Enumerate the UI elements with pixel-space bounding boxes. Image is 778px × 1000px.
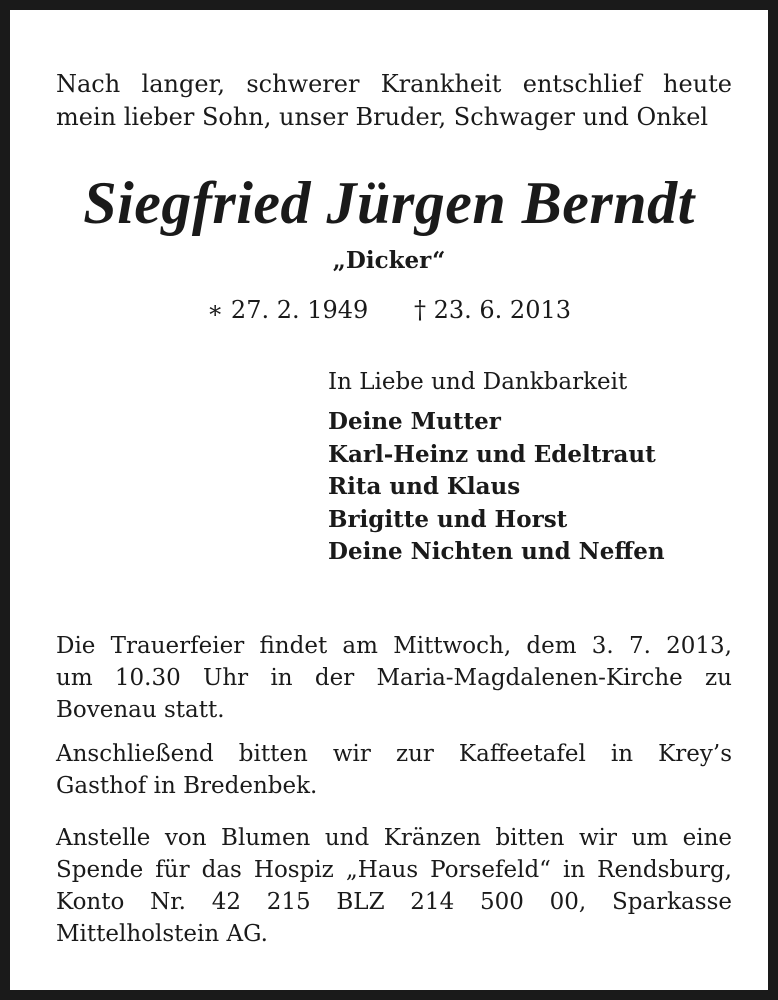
notice-line: Anstelle von Blumen und Kränzen bitten wir um eine xyxy=(56,825,732,851)
notice-line: Bovenau statt. xyxy=(56,697,225,723)
notice-line: Anschließend bitten wir zur Kaffeetafel in Krey’s xyxy=(56,741,732,767)
family-member: Karl-Heinz und Edeltraut xyxy=(328,440,656,468)
death-date: † 23. 6. 2013 xyxy=(413,296,571,324)
dedication-text: In Liebe und Dankbarkeit xyxy=(328,369,628,395)
reception-notice xyxy=(56,738,732,802)
notice-line: um 10.30 Uhr in der Maria-Magdalenen-Kirche zu xyxy=(56,665,732,691)
donation-notice xyxy=(56,822,732,950)
notice-line: Die Trauerfeier findet am Mittwoch, dem 3. 7. 2013, xyxy=(56,633,732,659)
notice-line: Mittelholstein AG. xyxy=(56,921,268,947)
life-dates xyxy=(10,294,768,326)
intro-line: Nach langer, schwerer Krankheit entschlief heute xyxy=(56,70,732,98)
family-member: Rita und Klaus xyxy=(328,473,521,500)
family-member: Brigitte und Horst xyxy=(328,505,568,533)
funeral-notice xyxy=(56,630,732,726)
intro-text xyxy=(56,68,732,134)
birth-date: ∗ 27. 2. 1949 xyxy=(206,296,369,324)
notice-line: Gasthof in Bredenbek. xyxy=(56,773,318,799)
notice-line: Spende für das Hospiz „Haus Porsefeld“ in Rendsburg, xyxy=(56,857,732,883)
family-signature xyxy=(328,366,748,569)
intro-line: mein lieber Sohn, unser Bruder, Schwager und Onkel xyxy=(56,103,709,131)
family-member: Deine Nichten und Neffen xyxy=(328,538,665,565)
deceased-nickname: „Dicker“ xyxy=(332,247,446,274)
notice-line: Konto Nr. 42 215 BLZ 214 500 00, Sparkasse xyxy=(56,889,732,915)
family-member: Deine Mutter xyxy=(328,408,501,435)
deceased-name: Siegfried Jürgen Berndt xyxy=(83,170,695,236)
